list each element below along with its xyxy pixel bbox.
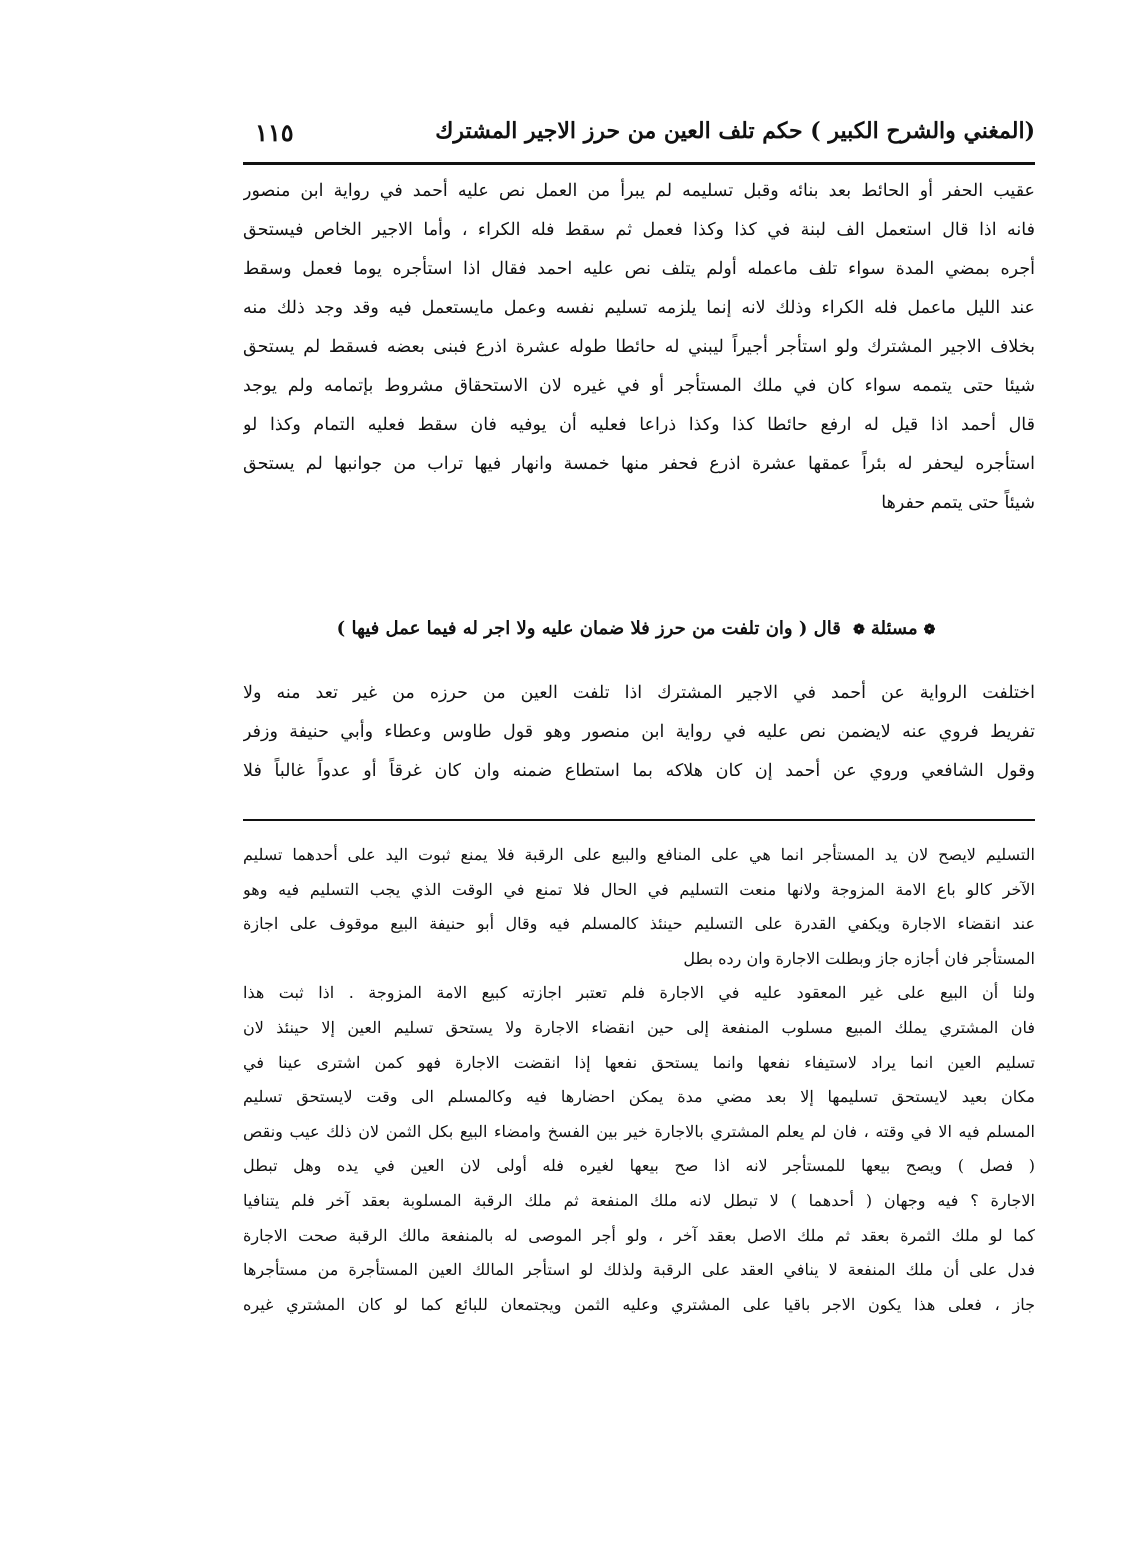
text-line: شيئا حتى يتممه سواء كان في ملك المستأجر أو في غيره لان الاستحقاق مشروط بإتمامه ولم يوجد [243, 376, 1035, 396]
footnote-line: التسليم لايصح لان يد المستأجر انما هي على المنافع والبيع على الرقبة فلا يمنع ثبوت اليد على أحدهما تسليم [243, 845, 1035, 864]
main-text-block-b [243, 674, 1035, 791]
text-line: تفريط فروي عنه لايضمن نص عليه في رواية ابن منصور وهو قول طاوس وعطاء وأبي حنيفة وزفر [243, 722, 1035, 742]
footnote-line: ولنا أن البيع على غير المعقود عليه في الاجارة فلم تعتبر اجازته كبيع الامة المزوجة . اذا ثبت هذا [243, 983, 1035, 1003]
text-line: عند الليل ماعمل فله الكراء وذلك لانه إنما يلزمه تسليم نفسه وعمل مايستعمل فيه وقد وجد ذلك منه [243, 298, 1035, 318]
footnote-line: كما لو ملك الثمرة بعقد ثم ملك الاصل بعقد آخر ، ولو أجر الموصى له بالمنفعة مالك الرقبة صحت الاجارة [243, 1225, 1035, 1245]
ornament-icon: ❁ [923, 622, 936, 638]
running-title: (المغني والشرح الكبير ) حكم تلف العين من حرز الاجير المشترك [435, 118, 1035, 144]
footnote-line: الاجارة ؟ فيه وجهان ( أحدهما ) لا تبطل لانه ملك المنفعة ثم ملك الرقبة المسلوبة بعقد آخر فلم يتنافيا [243, 1190, 1035, 1210]
masala-text: قال ( وان تلفت من حرز فلا ضمان عليه ولا اجر له فيما عمل فيها ) [336, 618, 841, 639]
text-line: استأجره ليحفر له بئراً عمقها عشرة اذرع فحفر منها خمسة وانهار فيها تراب من جوانبها لم يستحق [243, 454, 1035, 474]
masala-heading [243, 609, 1035, 649]
footnote-line: تسليم العين انما يراد لاستيفاء نفعها وانما يستحق نفعها إذا انقضت الاجارة فهو كمن اشترى عينا في [243, 1052, 1035, 1072]
text-line: عقيب الحفر أو الحائط بعد بنائه وقبل تسليمه لم يبرأ من العمل نص عليه أحمد في رواية ابن منصور [243, 181, 1035, 201]
footnote-line: المستأجر فان أجازه جاز وبطلت الاجارة وان رده بطل [683, 948, 1035, 968]
footnote-line: عند انقضاء الاجارة ويكفي القدرة على التسليم حينئذ كالمسلم فيه وقال أبو حنيفة البيع موقوف على اجازة [243, 914, 1035, 934]
footnote-line: جاز ، فعلى هذا يكون الاجر باقيا على المشتري وعليه الثمن ويجتمعان للبائع كما لو كان المشتري غيره [243, 1294, 1035, 1314]
text-line: وقول الشافعي وروي عن أحمد إن كان هلاكه بما استطاع ضمنه وان كان غرقاً أو عدواً غالباً فلا [243, 761, 1035, 781]
text-line: شيئاً حتى يتمم حفرها [881, 493, 1035, 513]
main-text-block-a [243, 172, 1035, 523]
footnote-line: فان المشتري يملك المبيع مسلوب المنفعة إلى حين انقضاء الاجارة ولا يستحق تسليم العين إلا حينئذ لان [243, 1017, 1035, 1037]
text-line: فانه اذا قال استعمل الف لبنة في كذا وكذا فعمل ثم سقط فله الكراء ، وأما الاجير الخاص فيستحق [243, 220, 1035, 240]
footnote-line: ( فصل ) ويصح بيعها للمستأجر لانه اذا صح بيعها لغيره فله أولى لان العين في يده وهل تبطل [243, 1156, 1035, 1176]
footnote-line: المسلم فيه الا في وقته ، فان لم يعلم المشتري بالاجارة خير بين الفسخ وامضاء البيع بكل الثمن لان ذلك عيب ونقص [243, 1121, 1035, 1141]
ornament-icon: ❁ [853, 622, 865, 638]
header-rule [243, 162, 1035, 165]
footnote-block [243, 838, 1035, 1322]
text-line: قال أحمد اذا قيل له ارفع حائطا كذا وكذا ذراعا فعليه أن يوفيه فان سقط فعليه التمام وكذا لو [243, 415, 1035, 435]
text-line: بخلاف الاجير المشترك ولو استأجر أجيراً ليبني له حائطا طوله عشرة اذرع فبنى بعضه فسقط لم يستحق [243, 337, 1035, 357]
text-line: أجره بمضي المدة سواء تلف ماعمله أولم يتلف نص عليه احمد فقال اذا استأجره يوما فعمل وسقط [243, 259, 1035, 279]
footnote-line: مكان بعيد لايستحق تسليمها إلا بعد مضي مدة يمكن احضارها فيه وكالمسلم الى وقت لايستحق تسليم [243, 1087, 1035, 1107]
footnote-line: فدل على أن ملك المنفعة لا ينافي العقد على الرقبة ولذلك لو استأجر المالك العين المستأجرة من مستأجرها [243, 1260, 1035, 1280]
page-number: ١١٥ [255, 118, 294, 147]
text-line: اختلفت الرواية عن أحمد في الاجير المشترك اذا تلفت العين من حرزه من غير تعد منه ولا [243, 683, 1035, 703]
footnote-line: الآخر كالو باع الامة المزوجة ولانها منعت التسليم في الحال فلا تمنع في الوقت الذي يجب التسليم فيه وهو [243, 879, 1035, 899]
footnote-separator [243, 819, 1035, 821]
masala-label: مسئلة [870, 618, 918, 639]
page-header [243, 118, 1035, 164]
